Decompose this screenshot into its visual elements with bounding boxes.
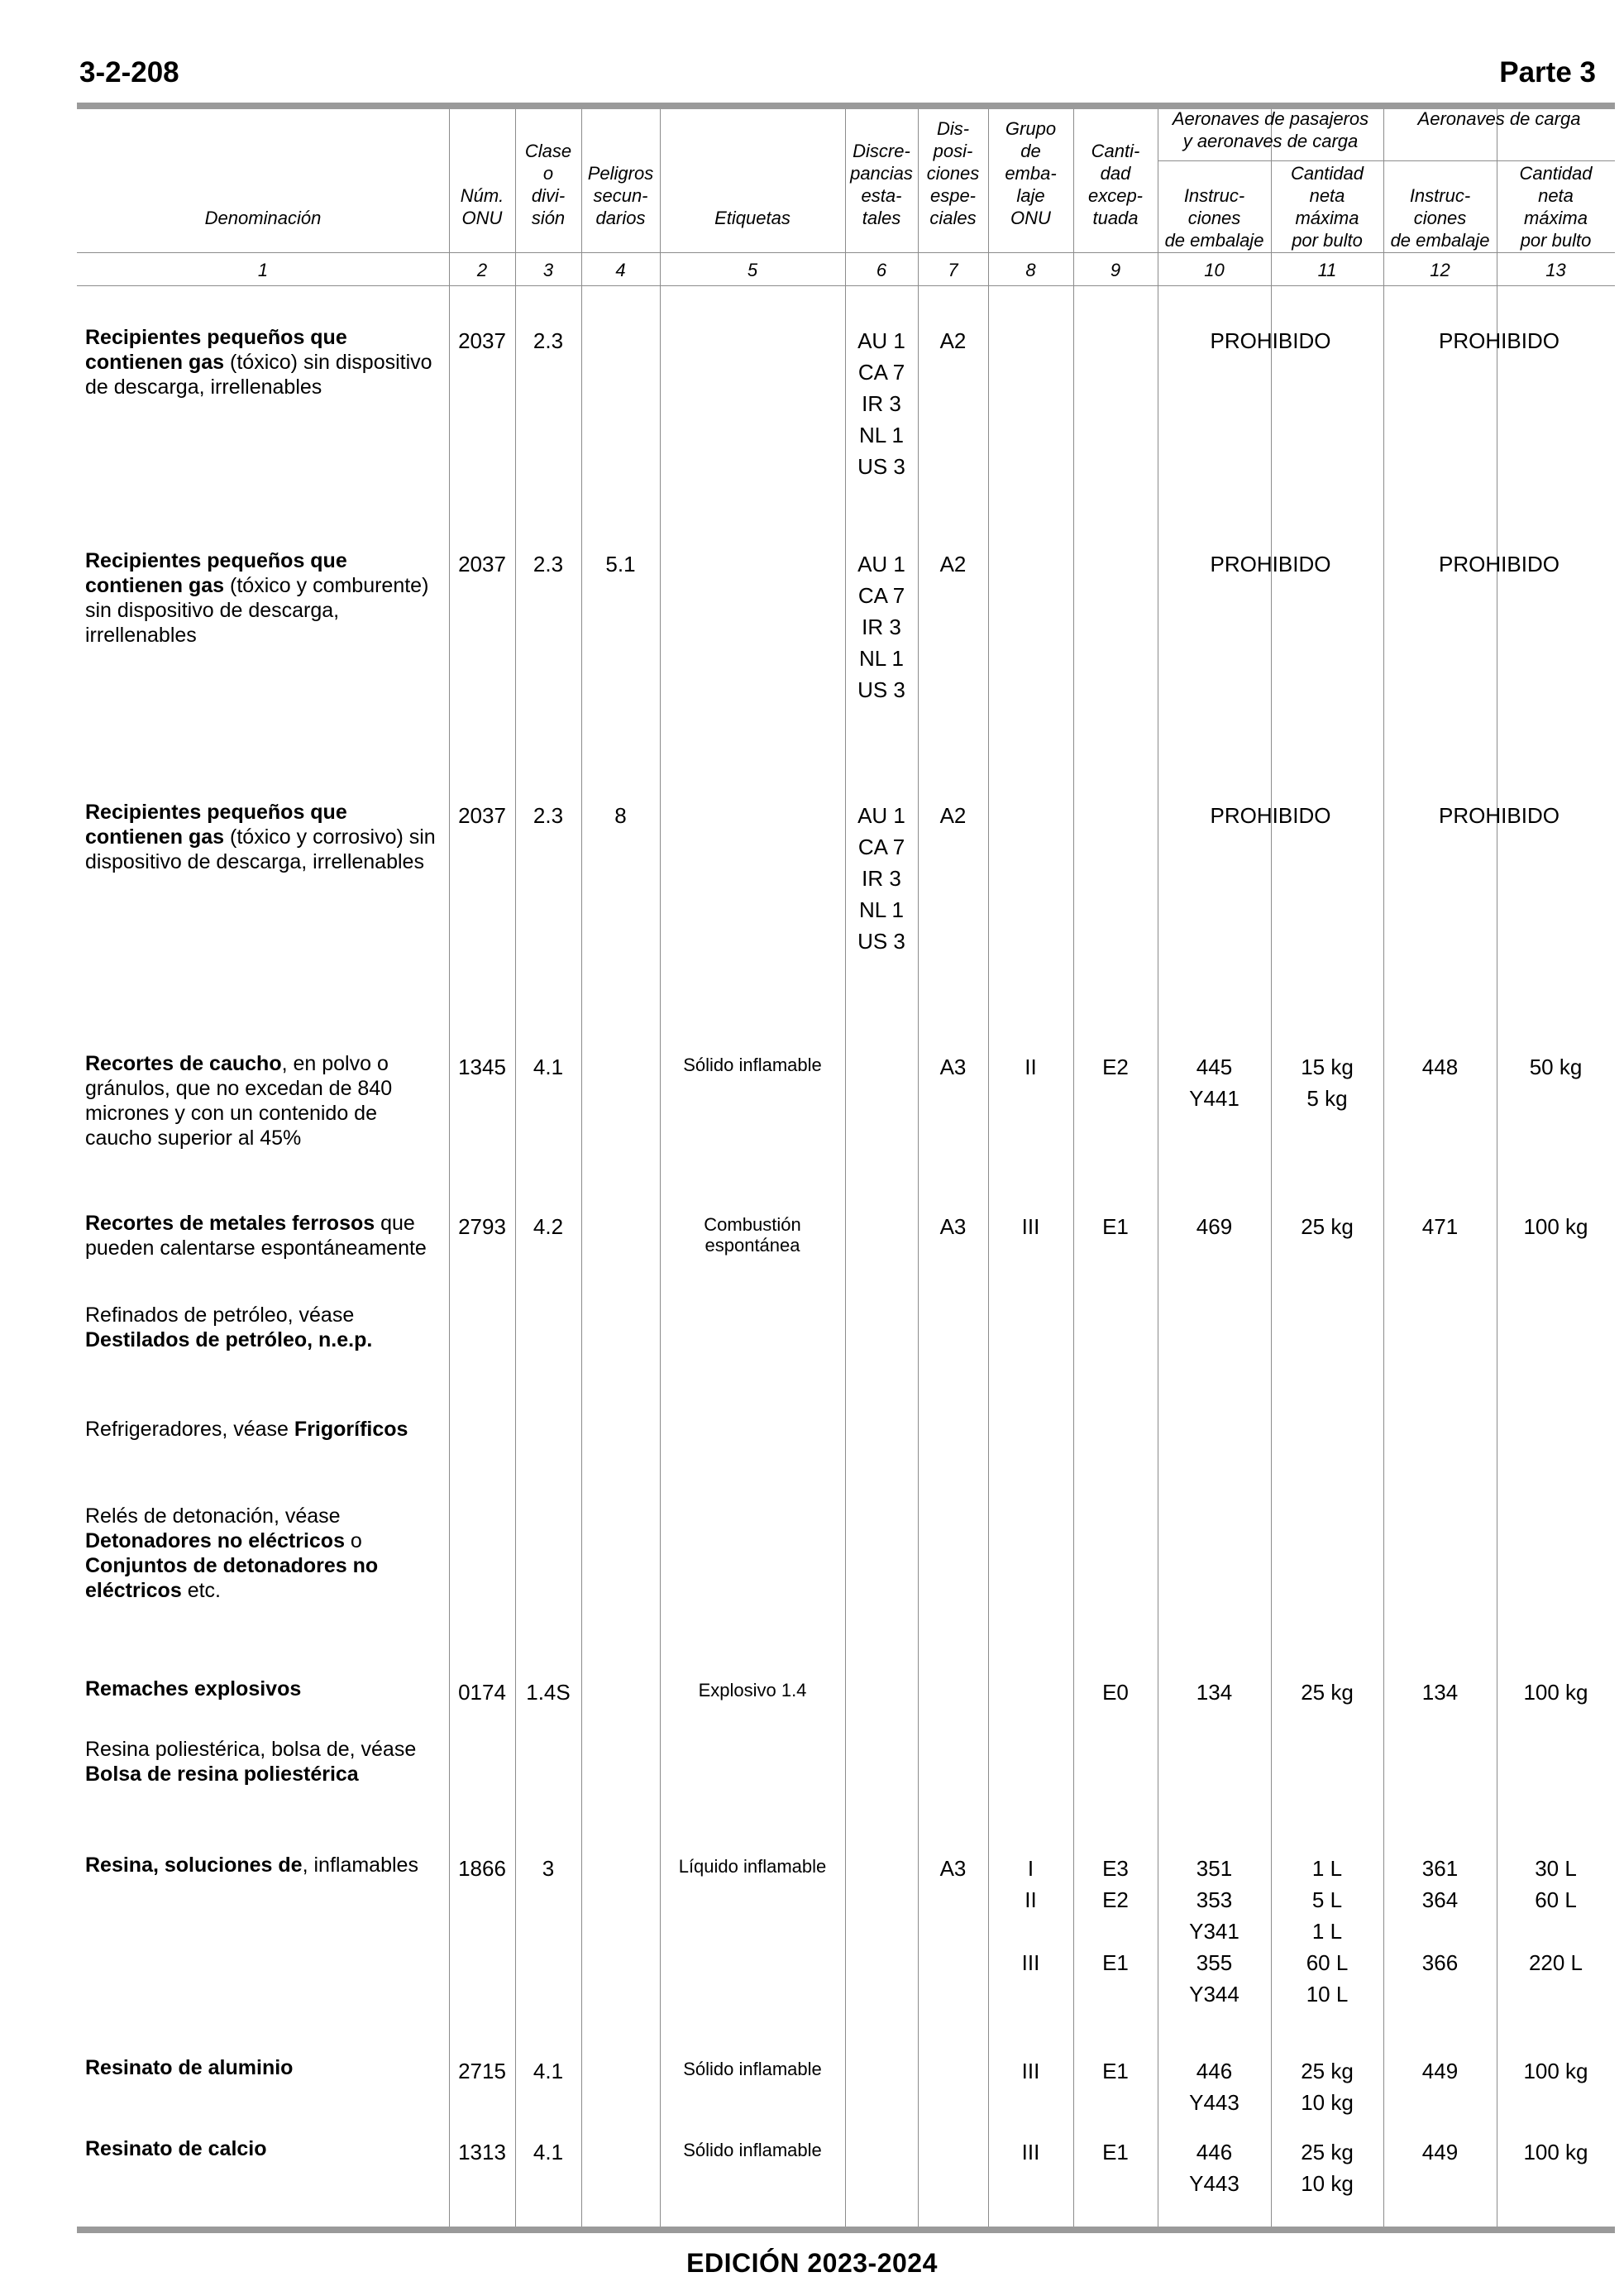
class-division: 4.1 — [533, 2140, 564, 2164]
packing-instruction-pax: 446 Y443 — [1189, 2059, 1239, 2115]
table-row-name: Resinato de aluminio — [85, 2056, 294, 2079]
column-number-rule — [77, 285, 1615, 286]
column-number: 5 — [747, 260, 758, 280]
class-division: 4.1 — [533, 2059, 564, 2083]
cross-reference-entry: Relés de detonación, véase Detonadores no eléctricos o Conjuntos de detonadores no eléctricos etc. — [85, 1504, 379, 1602]
group-passenger-header: Aeronaves de pasajeros y aeronaves de carga — [1172, 108, 1369, 151]
cross-reference-entry: Resina poliestérica, bolsa de, véase Bolsa de resina poliestérica — [85, 1738, 417, 1786]
special-provisions: A3 — [939, 1055, 967, 1079]
column-number: 2 — [476, 260, 488, 280]
special-provisions: A3 — [939, 1214, 967, 1239]
page-number: 3-2-208 — [79, 56, 179, 88]
max-quantity-pax: 25 kg 10 kg — [1301, 2059, 1354, 2115]
packing-instruction-pax: 469 — [1196, 1214, 1233, 1239]
un-number: 2037 — [458, 552, 506, 576]
table-row-name: Recipientes pequeños que contienen gas (tóxico) sin dispositivo de descarga, irrellenables — [85, 326, 432, 399]
cargo-prohibited: PROHIBIDO — [1439, 328, 1560, 353]
special-provisions: A2 — [939, 552, 967, 576]
header-rule — [77, 252, 1615, 253]
excepted-quantity: E1 — [1102, 2059, 1129, 2083]
header-cantidad-cargo: Cantidad neta máxima por bulto — [1519, 163, 1593, 251]
packing-instruction-cargo: 361 364 366 — [1421, 1856, 1459, 1975]
packing-instruction-cargo: 449 — [1421, 2140, 1459, 2164]
class-division: 4.2 — [533, 1214, 564, 1239]
subsidiary-hazard: 5.1 — [605, 552, 636, 576]
un-number: 1313 — [458, 2140, 506, 2164]
header-num-onu: Núm. ONU — [460, 185, 504, 228]
max-quantity-cargo: 100 kg — [1523, 2140, 1588, 2164]
max-quantity-pax: 25 kg 10 kg — [1301, 2140, 1354, 2196]
hazard-label: Sólido inflamable — [683, 2059, 822, 2079]
cargo-prohibited: PROHIBIDO — [1439, 803, 1560, 828]
excepted-quantity: E3 E2 E1 — [1102, 1856, 1129, 1975]
un-number: 2037 — [458, 803, 506, 828]
class-division: 3 — [542, 1856, 555, 1881]
max-quantity-cargo: 100 kg — [1523, 1214, 1588, 1239]
cargo-prohibited: PROHIBIDO — [1439, 552, 1560, 576]
cross-reference-entry: Refinados de petróleo, véase Destilados de petróleo, n.e.p. — [85, 1303, 373, 1351]
packing-instruction-pax: 351 353 Y341 355 Y344 — [1189, 1856, 1239, 2007]
table-row-name: Recortes de caucho, en polvo o gránulos, que no excedan de 840 micrones y con un contenido de caucho superior al 45% — [85, 1052, 393, 1150]
table-row-name: Remaches explosivos — [85, 1677, 302, 1700]
max-quantity-cargo: 100 kg — [1523, 1680, 1588, 1705]
passenger-prohibited: PROHIBIDO — [1210, 552, 1331, 576]
un-number: 2037 — [458, 328, 506, 353]
passenger-prohibited: PROHIBIDO — [1210, 328, 1331, 353]
table-row-name: Resina, soluciones de, inflamables — [85, 1854, 418, 1877]
edition-footer: EDICIÓN 2023-2024 — [686, 2248, 938, 2278]
special-provisions: A2 — [939, 803, 967, 828]
column-divider — [660, 109, 661, 2227]
excepted-quantity: E1 — [1102, 2140, 1129, 2164]
class-division: 2.3 — [533, 803, 564, 828]
header-instrucciones-cargo: Instruc- ciones de embalaje — [1390, 185, 1490, 251]
table-row-name: Recortes de metales ferrosos que pueden calentarse espontáneamente — [85, 1212, 427, 1260]
max-quantity-pax: 15 kg 5 kg — [1301, 1055, 1354, 1111]
column-number: 12 — [1430, 260, 1450, 280]
column-number: 10 — [1204, 260, 1225, 280]
packing-instruction-pax: 445 Y441 — [1189, 1055, 1239, 1111]
column-number: 1 — [257, 260, 269, 280]
column-number: 4 — [615, 260, 626, 280]
packing-group: III — [1021, 2140, 1040, 2164]
packing-instruction-cargo: 471 — [1421, 1214, 1459, 1239]
state-discrepancies: AU 1 CA 7 IR 3 NL 1 US 3 — [857, 328, 905, 479]
column-number: 7 — [948, 260, 958, 280]
header-grupo-embalaje: Grupo de emba- laje ONU — [1005, 118, 1057, 228]
column-divider — [449, 109, 450, 2227]
class-division: 1.4S — [526, 1680, 571, 1705]
table-row-name: Recipientes pequeños que contienen gas (tóxico y comburente) sin dispositivo de descarga, irrellenables — [85, 549, 429, 647]
cross-reference-entry: Refrigeradores, véase Frigoríficos — [85, 1418, 408, 1441]
hazard-label: Sólido inflamable — [683, 2140, 822, 2160]
max-quantity-pax: 25 kg — [1301, 1680, 1354, 1705]
table-row-name: Recipientes pequeños que contienen gas (tóxico y corrosivo) sin dispositivo de descarga, irrellenables — [85, 801, 436, 873]
column-divider — [515, 109, 516, 2227]
un-number: 0174 — [458, 1680, 506, 1705]
excepted-quantity: E0 — [1102, 1680, 1129, 1705]
column-number: 13 — [1545, 260, 1566, 280]
group-cargo-header: Aeronaves de carga — [1417, 108, 1581, 129]
header-discrepancias: Discre- pancias esta- tales — [850, 141, 913, 228]
max-quantity-cargo: 50 kg — [1529, 1055, 1583, 1079]
header-cantidad-exceptuada: Canti- dad excep- tuada — [1087, 141, 1144, 228]
state-discrepancies: AU 1 CA 7 IR 3 NL 1 US 3 — [857, 803, 905, 954]
column-number: 6 — [876, 260, 887, 280]
hazard-label: Líquido inflamable — [678, 1856, 827, 1877]
header-cantidad-pax: Cantidad neta máxima por bulto — [1290, 163, 1364, 251]
class-division: 2.3 — [533, 552, 564, 576]
max-quantity-pax: 1 L 5 L 1 L 60 L 10 L — [1306, 1856, 1349, 2007]
column-number: 9 — [1110, 260, 1121, 280]
column-divider — [918, 109, 919, 2227]
special-provisions: A3 — [939, 1856, 967, 1881]
packing-instruction-cargo: 134 — [1421, 1680, 1459, 1705]
header-etiquetas: Etiquetas — [714, 208, 791, 228]
hazard-label: Explosivo 1.4 — [698, 1680, 807, 1700]
column-number: 11 — [1317, 260, 1337, 280]
packing-group: III — [1021, 2059, 1040, 2083]
header-instrucciones-pax: Instruc- ciones de embalaje — [1164, 185, 1264, 251]
bottom-rule — [77, 2227, 1615, 2233]
max-quantity-cargo: 30 L 60 L 220 L — [1528, 1856, 1583, 1975]
passenger-prohibited: PROHIBIDO — [1210, 803, 1331, 828]
un-number: 2715 — [458, 2059, 506, 2083]
max-quantity-cargo: 100 kg — [1523, 2059, 1588, 2083]
header-peligros: Peligros secun- darios — [587, 163, 654, 228]
class-division: 2.3 — [533, 328, 564, 353]
packing-instruction-pax: 134 — [1196, 1680, 1233, 1705]
packing-group: II — [1025, 1055, 1037, 1079]
packing-instruction-cargo: 449 — [1421, 2059, 1459, 2083]
subsidiary-hazard: 8 — [614, 803, 627, 828]
header-clase: Clase o divi- sión — [524, 141, 572, 228]
packing-group: I II III — [1021, 1856, 1040, 1975]
hazard-label: Combustión espontánea — [704, 1214, 801, 1256]
table-row-name: Resinato de calcio — [85, 2137, 267, 2160]
hazard-label: Sólido inflamable — [683, 1055, 822, 1075]
part-title: Parte 3 — [1499, 56, 1596, 88]
un-number: 1345 — [458, 1055, 506, 1079]
group-header-rule — [1158, 160, 1615, 161]
excepted-quantity: E2 — [1102, 1055, 1129, 1079]
state-discrepancies: AU 1 CA 7 IR 3 NL 1 US 3 — [857, 552, 905, 702]
packing-instruction-cargo: 448 — [1421, 1055, 1459, 1079]
column-number: 3 — [542, 260, 554, 280]
packing-group: III — [1021, 1214, 1040, 1239]
max-quantity-pax: 25 kg — [1301, 1214, 1354, 1239]
column-number: 8 — [1025, 260, 1036, 280]
un-number: 1866 — [458, 1856, 506, 1881]
class-division: 4.1 — [533, 1055, 564, 1079]
column-divider — [581, 109, 582, 2227]
excepted-quantity: E1 — [1102, 1214, 1129, 1239]
un-number: 2793 — [458, 1214, 506, 1239]
header-denominacion: Denominación — [204, 208, 322, 228]
packing-instruction-pax: 446 Y443 — [1189, 2140, 1239, 2196]
special-provisions: A2 — [939, 328, 967, 353]
header-disposiciones: Dis- posi- ciones espe- ciales — [926, 118, 980, 228]
